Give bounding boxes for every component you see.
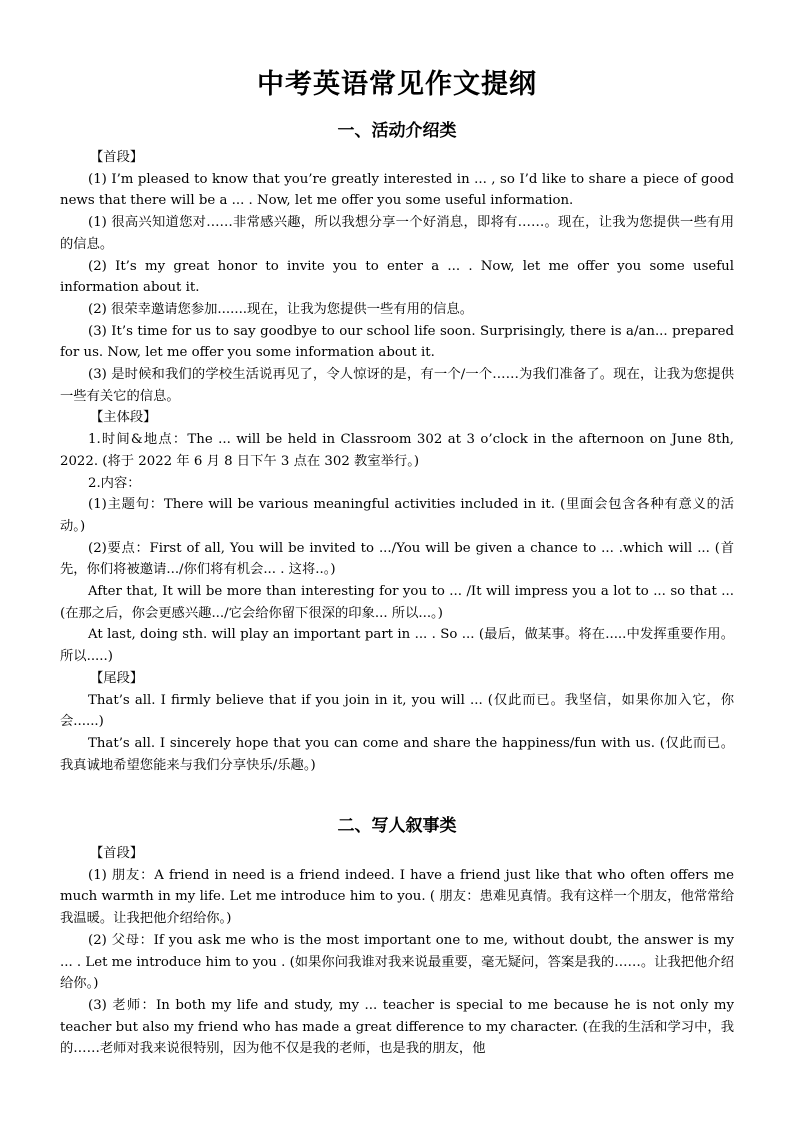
paragraph: 2.内容： xyxy=(88,475,141,491)
paragraph: At last, doing sth. will play an important part in ... . So ... (最后，做某事。将在.....中发挥重要作用。所以.....) xyxy=(60,627,734,665)
paragraph: (1) 很高兴知道您对……非常感兴趣，所以我想分享一个好消息，即将有……。现在，让我为您提供一些有用的信息。 xyxy=(60,215,734,252)
page-title: 中考英语常见作文提纲 xyxy=(257,69,537,100)
paragraph: (2) 很荣幸邀请您参加.......现在，让我为您提供一些有用的信息。 xyxy=(88,301,474,317)
paragraph: That’s all. I firmly believe that if you join in it, you will ... (仅此而已。我坚信，如果你加入它，你会......) xyxy=(60,692,734,730)
paragraph: (3) 老师：In both my life and study, my ... teacher is special to me because he is not only my teacher but also my friend who has made a great difference to my character. (在我的生活和学习中，我的……老师对我来说很特别，因为他不仅是我的老师，也是我的朋友，他 xyxy=(60,997,734,1057)
section-body-narrative xyxy=(60,843,734,1060)
paragraph: (2)要点：First of all, You will be invited to .../You will be given a chance to ... .which will ... (首先，你们将被邀请.../你们将有机会... . 这将..。) xyxy=(60,540,734,578)
paragraph: (1) 朋友：A friend in need is a friend indeed. I have a friend just like that who often offers me much warmth in my life. Let me introduce him to you. ( 朋友：患难见真情。我有这样一个朋友，他常常给我温暖。让我把他介绍给你。) xyxy=(60,867,734,927)
paragraph: (3) 是时候和我们的学校生活说再见了，令人惊讶的是，有一个/一个……为我们准备了。现在，让我为您提供一些有关它的信息。 xyxy=(60,367,734,404)
paragraph: 1.时间&地点：The ... will be held in Classroom 302 at 3 o’clock in the afternoon on June 8th, 2022. (将于 2022 年 6 月 8 日下午 3 点在 302 教室举行。) xyxy=(60,432,734,469)
section-heading-activity: 一、活动介绍类 xyxy=(337,121,457,141)
paragraph-label: 【主体段】 xyxy=(90,410,157,426)
section-body-activity xyxy=(60,147,734,776)
paragraph-label: 【首段】 xyxy=(90,150,144,165)
paragraph-label: 【尾段】 xyxy=(90,670,144,686)
paragraph: That’s all. I sincerely hope that you can come and share the happiness/fun with us. (仅此而已。我真诚地希望您能来与我们分享快乐/乐趣。) xyxy=(60,735,734,773)
paragraph: (3) It’s time for us to say goodbye to our school life soon. Surprisingly, there is a/an... prepared for us. Now, let me offer you some information about it. xyxy=(60,323,734,361)
paragraph: (2) It’s my great honor to invite you to enter a ... . Now, let me offer you some useful information about it. xyxy=(60,258,734,296)
paragraph: (1) I’m pleased to know that you’re greatly interested in ... , so I’d like to share a piece of good news that there will be a ... . Now, let me offer you some useful information. xyxy=(60,171,734,209)
paragraph: (1)主题句：There will be various meaningful activities included in it. (里面会包含各种有意义的活动。) xyxy=(60,497,734,534)
paragraph: (2) 父母：If you ask me who is the most important one to me, without doubt, the answer is my ... . Let me introduce him to you . (如果你问我谁对我来说最重要，毫无疑问，答案是我的……。让我把他介绍给你。) xyxy=(60,932,734,992)
paragraph-label: 【首段】 xyxy=(90,846,144,861)
section-heading-narrative: 二、写人叙事类 xyxy=(337,816,457,836)
paragraph: After that, It will be more than interesting for you to ... /It will impress you a lot to ... so that ... (在那之后，你会更感兴趣.../它会给你留下很深的印象... 所以...。) xyxy=(60,584,734,621)
